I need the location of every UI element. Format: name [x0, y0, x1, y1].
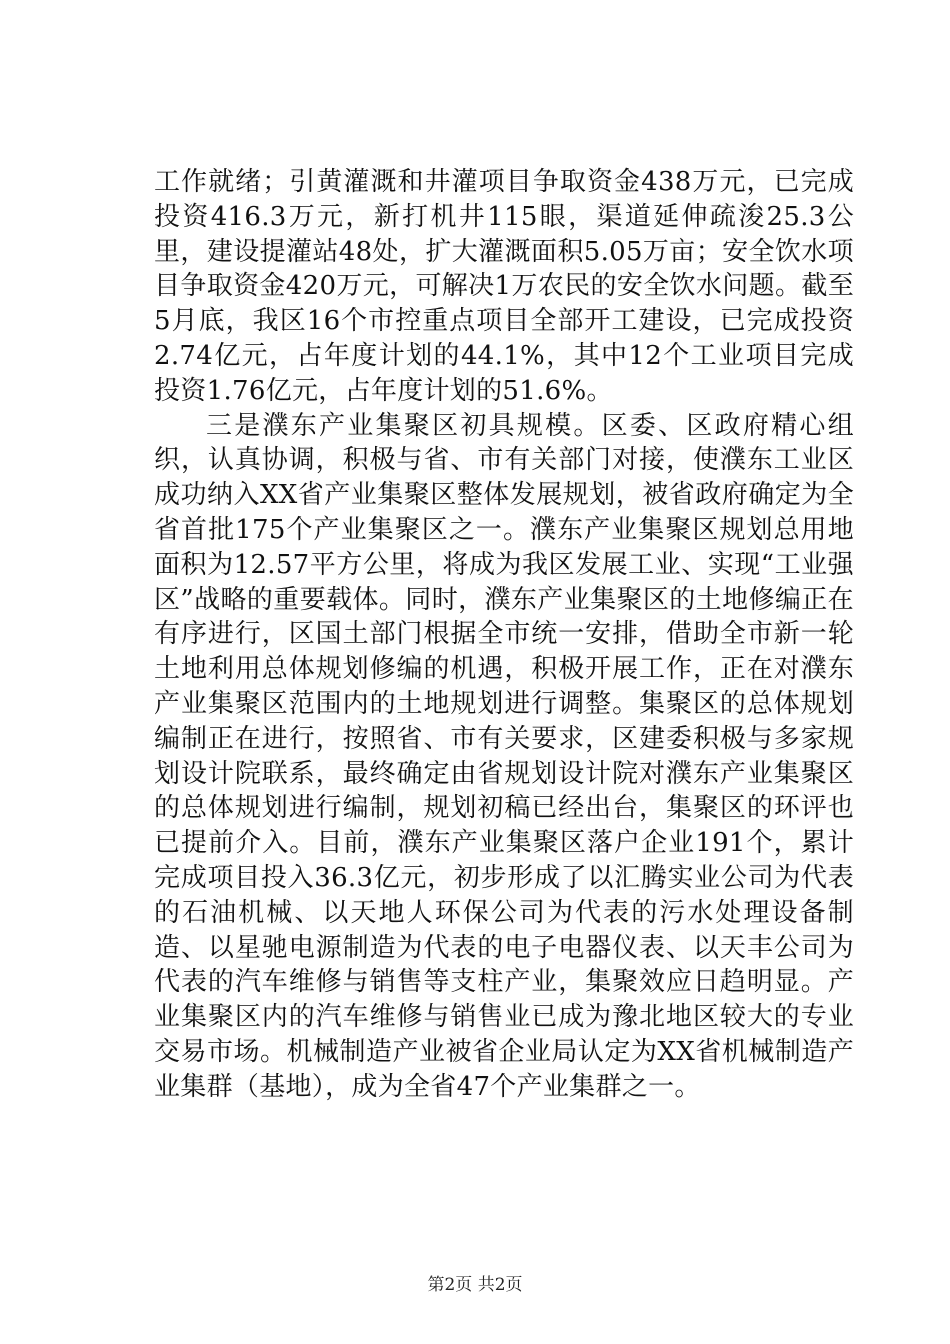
page-footer: 第2页 共2页: [427, 1275, 523, 1295]
paragraph-1: 工作就绪；引黄灌溉和井灌项目争取资金438万元，已完成投资416.3万元，新打机井115眼，渠道延伸疏浚25.3公里，建设提灌站48处，扩大灌溉面积5.05万亩；安全饮水项目争取资金420万元，可解决1万农民的安全饮水问题。截至5月底，我区16个市控重点项目全部开工建设，已完成投资2.74亿元，占年度计划的44.1%，其中12个工业项目完成投资1.76亿元，占年度计划的51.6%。: [154, 167, 854, 406]
paragraph-2: 三是濮东产业集聚区初具规模。区委、区政府精心组织，认真协调，积极与省、市有关部门对接，使濮东工业区成功纳入XX省产业集聚区整体发展规划，被省政府确定为全省首批175个产业集聚区之一。濮东产业集聚区规划总用地面积为12.57平方公里，将成为我区发展工业、实现“工业强区”战略的重要载体。同时，濮东产业集聚区的土地修编正在有序进行，区国土部门根据全市统一安排，借助全市新一轮土地利用总体规划修编的机遇，积极开展工作，正在对濮东产业集聚区范围内的土地规划进行调整。集聚区的总体规划编制正在进行，按照省、市有关要求，区建委积极与多家规划设计院联系，最终确定由省规划设计院对濮东产业集聚区的总体规划进行编制，规划初稿已经出台，集聚区的环评也已提前介入。目前，濮东产业集聚区落户企业191个，累计完成项目投入36.3亿元，初步形成了以汇腾实业公司为代表的石油机械、以天地人环保公司为代表的污水处理设备制造、以星驰电源制造为代表的电子电器仪表、以天丰公司为代表的汽车维修与销售等支柱产业，集聚效应日趋明显。产业集聚区内的汽车维修与销售业已成为豫北地区较大的专业交易市场。机械制造产业被省企业局认定为XX省机械制造产业集群（基地），成为全省47个产业集群之一。: [154, 410, 854, 1102]
document-body: [154, 165, 854, 1105]
